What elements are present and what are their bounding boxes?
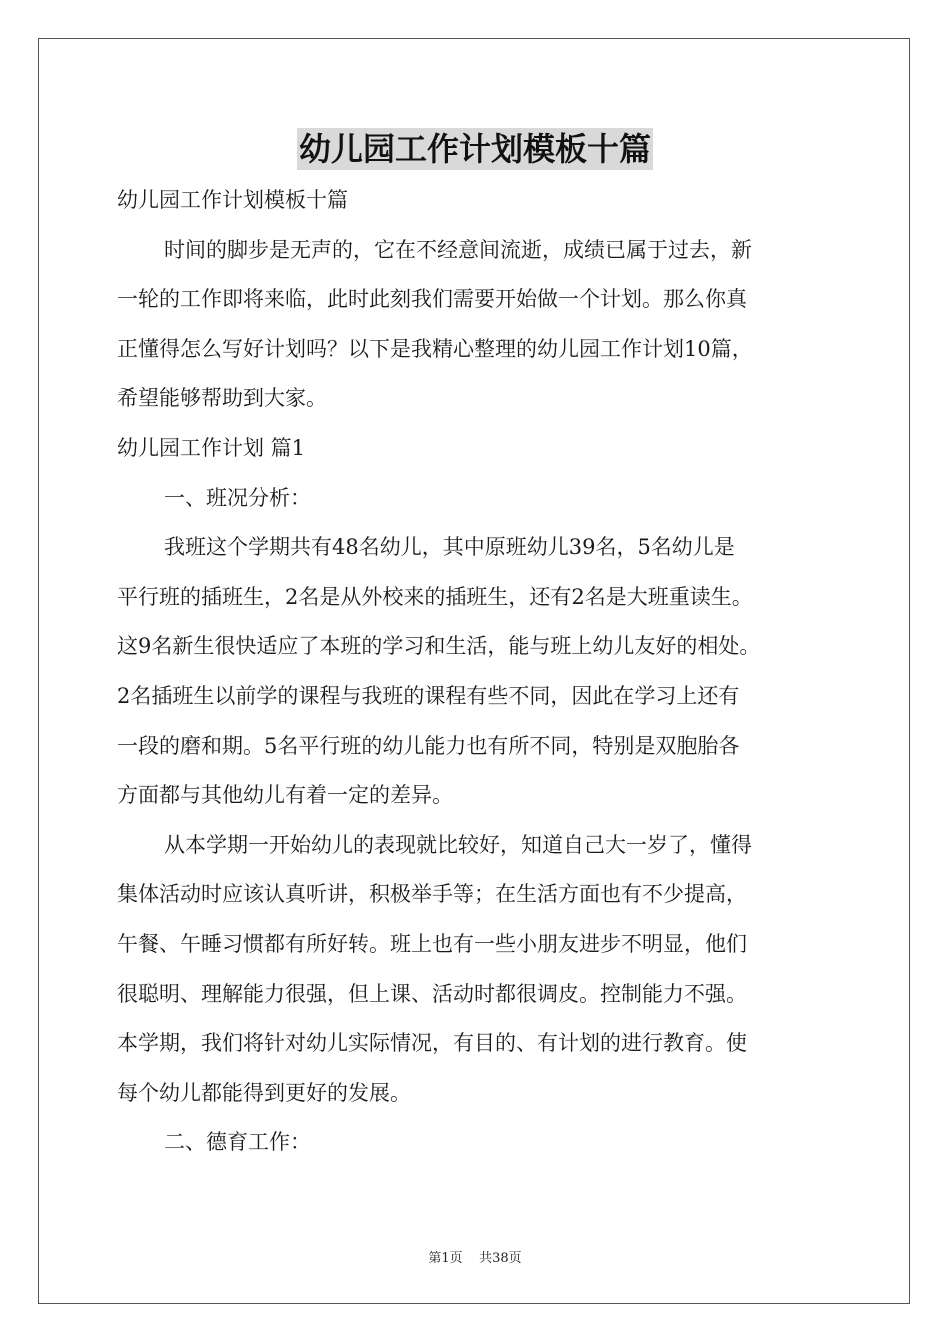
text-line: 这9名新生很快适应了本班的学习和生活，能与班上幼儿友好的相处。: [117, 634, 761, 659]
text-line: 希望能够帮助到大家。: [117, 386, 327, 411]
title-container: [0, 128, 950, 170]
text-line: 正懂得怎么写好计划吗？以下是我精心整理的幼儿园工作计划10篇，: [117, 336, 753, 361]
page-number: 第1页: [428, 1251, 463, 1266]
text-line: 2名插班生以前学的课程与我班的课程有些不同，因此在学习上还有: [117, 683, 740, 708]
text-line: 平行班的插班生，2名是从外校来的插班生，还有2名是大班重读生。: [117, 584, 753, 609]
text-line: 集体活动时应该认真听讲，积极举手等；在生活方面也有不少提高，: [117, 882, 747, 907]
text-line: 我班这个学期共有48名幼儿，其中原班幼儿39名，5名幼儿是: [164, 535, 735, 560]
text-line: 一轮的工作即将来临，此时此刻我们需要开始做一个计划。那么你真: [117, 287, 747, 312]
document-title: 幼儿园工作计划模板十篇: [298, 130, 651, 168]
text-line: 一、班况分析：: [164, 485, 311, 510]
text-line: 幼儿园工作计划模板十篇: [117, 188, 348, 212]
text-line: 方面都与其他幼儿有着一定的差异。: [117, 783, 453, 808]
text-line: 幼儿园工作计划 篇1: [117, 435, 306, 460]
text-line: 一段的磨和期。5名平行班的幼儿能力也有所不同，特别是双胞胎各: [117, 733, 740, 758]
text-line: 二、德育工作：: [164, 1130, 311, 1155]
text-line: 本学期，我们将针对幼儿实际情况，有目的、有计划的进行教育。使: [117, 1031, 747, 1056]
page-footer: [0, 1247, 950, 1266]
text-line: 午餐、午睡习惯都有所好转。班上也有一些小朋友进步不明显，他们: [117, 931, 747, 956]
text-line: 很聪明、理解能力很强，但上课、活动时都很调皮。控制能力不强。: [117, 981, 747, 1006]
text-line: 时间的脚步是无声的，它在不经意间流逝，成绩已属于过去，新: [164, 237, 752, 262]
document-body: [117, 180, 837, 1172]
text-line: 从本学期一开始幼儿的表现就比较好，知道自己大一岁了，懂得: [164, 832, 752, 857]
text-line: 每个幼儿都能得到更好的发展。: [117, 1080, 411, 1105]
page-total: 共38页: [479, 1251, 522, 1266]
